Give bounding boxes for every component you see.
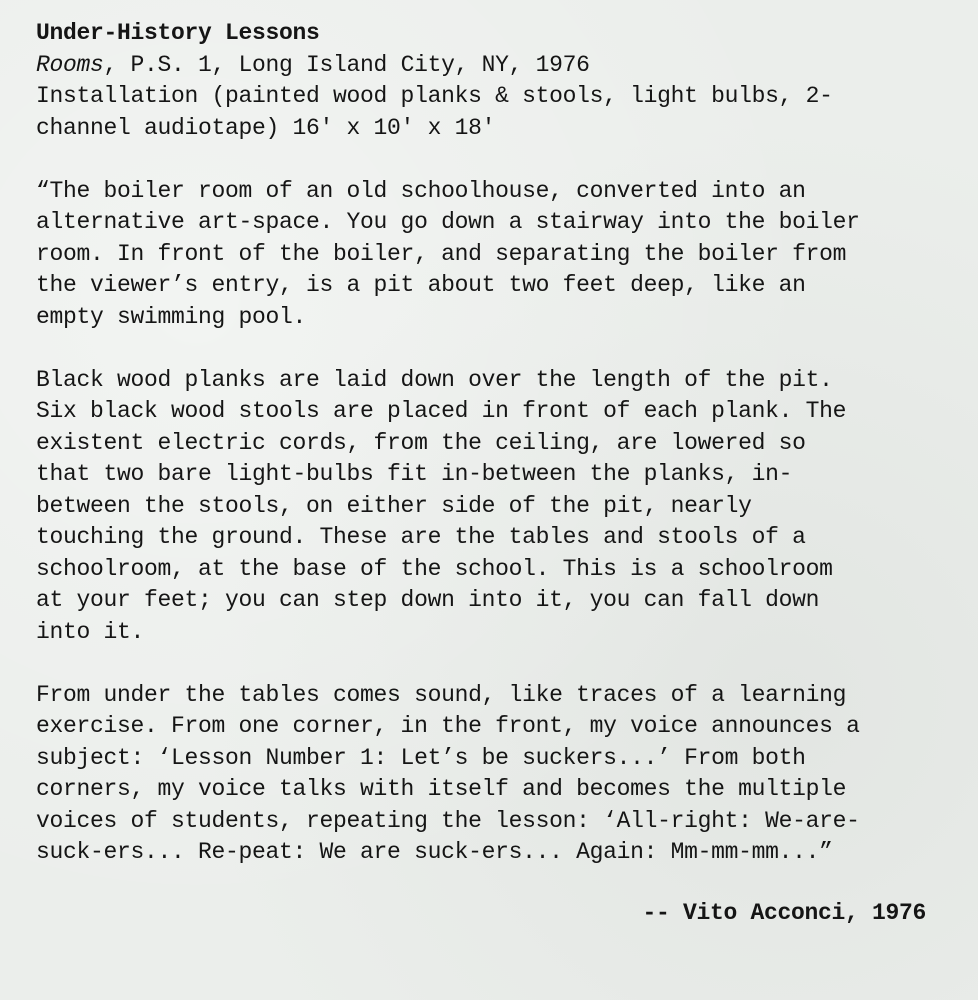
paragraph-line: existent electric cords, from the ceiling, are lowered so [36, 429, 806, 456]
paragraph-gap [36, 648, 940, 680]
medium-line-1: Installation (painted wood planks & stools, light bulbs, 2- [36, 83, 833, 109]
paragraph-line: suck-ers... Re-peat: We are suck-ers... Again: Mm-mm-mm...” [36, 839, 833, 865]
paragraph-line: Six black wood stools are placed in front of each plank. The [36, 398, 847, 424]
paragraph-line: empty swimming pool. [36, 303, 307, 330]
paragraph-3 [36, 680, 940, 869]
paragraph-2 [36, 365, 940, 649]
paragraph-gap [36, 333, 940, 365]
venue-line [36, 50, 940, 82]
paragraph-line: the viewer’s entry, is a pit about two feet deep, like an [36, 272, 806, 298]
signature: -- Vito Acconci, 1976 [642, 900, 926, 926]
paragraph-line: exercise. From one corner, in the front, my voice announces a [36, 713, 860, 739]
paragraph-line: corners, my voice talks with itself and becomes the multiple [36, 776, 847, 802]
paragraph-line: into it. [36, 618, 145, 645]
venue-details: , P.S. 1, Long Island City, NY, 1976 [103, 51, 590, 78]
paragraph-line: “The boiler room of an old schoolhouse, converted into an [36, 177, 806, 204]
paragraph-line: voices of students, repeating the lesson: ‘All-right: We-are- [36, 807, 860, 834]
paragraph-1 [36, 176, 940, 334]
medium-line-2: channel audiotape) 16′ x 10′ x 18′ [36, 114, 496, 141]
paragraph-line: Black wood planks are laid down over the length of the pit. [36, 366, 833, 393]
paragraph-gap [36, 144, 940, 176]
paragraph-line: at your feet; you can step down into it, you can fall down [36, 587, 820, 613]
paragraph-line: touching the ground. These are the tables and stools of a [36, 524, 806, 550]
paragraph-line: between the stools, on either side of the pit, nearly [36, 492, 752, 519]
venue-exhibition-title: Rooms [36, 51, 104, 78]
paragraph-line: that two bare light-bulbs fit in-between the planks, in- [36, 461, 793, 487]
paragraph-line: alternative art-space. You go down a stairway into the boiler [36, 209, 860, 235]
paragraph-line: subject: ‘Lesson Number 1: Let’s be suckers...’ From both [36, 744, 806, 771]
paragraph-line: schoolroom, at the base of the school. This is a schoolroom [36, 555, 833, 582]
paragraph-line: room. In front of the boiler, and separating the boiler from [36, 240, 847, 267]
document-title: Under-History Lessons [36, 20, 320, 46]
paragraph-line: From under the tables comes sound, like traces of a learning [36, 681, 847, 708]
